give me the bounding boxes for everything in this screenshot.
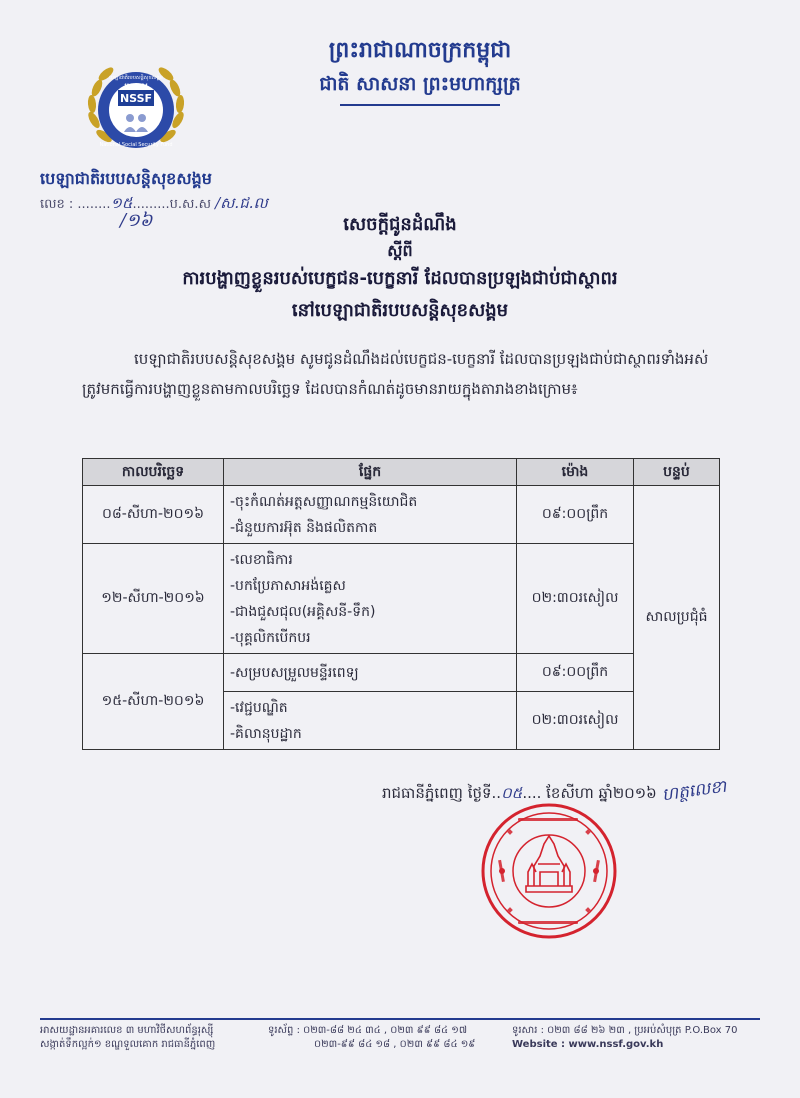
- ref-mid: ប.ស.ស: [169, 197, 211, 212]
- time-cell: ០៩:០០ព្រឹក: [517, 486, 634, 544]
- footer-address-line-2: សង្កាត់ទឹកល្អក់១ ខណ្ឌទួលគោក រាជធានីភ្នំពេញ: [40, 1039, 216, 1050]
- section-item: -សម្របសម្រួលមន្ទីរពេទ្យ: [230, 664, 359, 681]
- section-item: -បុគ្គលិកបើកបរ: [230, 629, 311, 646]
- section-cell: [224, 654, 517, 692]
- signature: ហត្ថលេខា: [660, 776, 728, 806]
- section-item: -ជំនួយការអ៊ុត និងផលិតកាត: [230, 519, 378, 536]
- date-day-handwritten: ០៥: [501, 784, 523, 802]
- section-item: -ជាងជួសជុល(អគ្គិសនី-ទឹក): [230, 603, 376, 620]
- date-suffix: ខែសីហា ឆ្នាំ២០១៦: [541, 784, 657, 802]
- section-item: -បកប្រែភាសាអង់គ្លេស: [230, 577, 346, 594]
- ref-year-handwritten: /១៦: [120, 210, 153, 231]
- time-cell: ០២:៣០រសៀល: [517, 692, 634, 750]
- section-item: -លេខាធិការ: [230, 551, 293, 568]
- date-prefix: រាជធានីភ្នំពេញ ថ្ងៃទី: [382, 784, 492, 802]
- time-cell: ០៩:០០ព្រឹក: [517, 654, 634, 692]
- logo-ring-km: បេឡាជាតិរបបសន្តិសុខសង្គម: [109, 75, 163, 81]
- header-room: បន្ទប់: [634, 459, 720, 486]
- ref-number-handwritten: ១៥: [110, 194, 133, 212]
- section-item: -គិលានុបដ្ឋាក: [230, 725, 302, 742]
- nssf-logo-icon: [84, 60, 188, 160]
- header-section: ផ្នែក: [224, 459, 517, 486]
- kingdom-heading: ព្រះរាជាណាចក្រកម្ពុជា: [328, 38, 512, 63]
- logo-abbr-en: NSSF: [119, 92, 153, 105]
- footer-address-line-1: អាសយដ្ឋានអគារលេខ ៣ មហាវិថីសហព័ន្ធរុស្ស៊ី: [40, 1025, 214, 1036]
- table-row: [83, 544, 720, 654]
- ref-dots-2: .........: [132, 197, 170, 212]
- date-dots-1: ..: [491, 784, 502, 802]
- footer-divider: [40, 1018, 760, 1020]
- official-seal-icon: [478, 800, 620, 942]
- logo-ring-en: National Social Security Fund: [99, 142, 173, 148]
- national-motto: ជាតិ សាសនា ព្រះមហាក្សត្រ: [319, 73, 521, 95]
- date-cell: ០៨-សីហា-២០១៦: [83, 486, 224, 544]
- room-cell: សាលប្រជុំធំ: [634, 486, 720, 750]
- time-cell: ០២:៣០រសៀល: [517, 544, 634, 654]
- table-row: [83, 486, 720, 544]
- header-date: កាលបរិច្ឆេទ: [83, 459, 224, 486]
- motto-divider: [340, 104, 500, 106]
- table-header-row: [83, 459, 720, 486]
- section-item: -ចុះកំណត់អត្តសញ្ញាណកម្មនិយោជិត: [230, 493, 418, 510]
- notice-subject-label: ស្តីពី: [387, 241, 413, 260]
- date-dots-2: ....: [522, 784, 542, 802]
- section-cell: [224, 692, 517, 750]
- footer-website[interactable]: Website : www.nssf.gov.kh: [512, 1039, 664, 1050]
- schedule-table: [82, 458, 720, 750]
- ref-prefix: លេខ :: [40, 197, 74, 212]
- section-item: -វេជ្ជបណ្ឌិត: [230, 699, 288, 716]
- footer-contact: [512, 1024, 738, 1052]
- section-cell: [224, 486, 517, 544]
- notice-subject-line-2: នៅបេឡាជាតិរបបសន្តិសុខសង្គម: [291, 300, 509, 321]
- notice-subject-line-1: ការបង្ហាញខ្លួនរបស់បេក្ខជន-បេក្ខនារី ដែលបានប្រឡងជាប់ជាស្ថាពរ: [182, 268, 618, 289]
- date-cell: ១២-សីហា-២០១៦: [83, 544, 224, 654]
- notice-body: បេឡាជាតិរបបសន្តិសុខសង្គម សូមជូនដំណឹងដល់បេក្ខជន-បេក្ខនារី ដែលបានប្រឡងជាប់ជាស្ថាពរទាំងអស់ ត្រូវមកធ្វើការបង្ហាញខ្លួនតាមកាលបរិច្ឆេទ ដែលបានកំណត់ដូចមានរាយក្នុងតារាងខាងក្រោម៖: [82, 350, 709, 398]
- ref-dots-1: ........: [77, 197, 111, 212]
- footer-phone-line-1: ទូរស័ព្ទ : ០២៣-៨៨ ២៤ ៣៤ , ០២៣ ៩៩ ៨៤ ១៧: [268, 1025, 468, 1036]
- logo-abbr-km: ប.ស.ស: [124, 82, 148, 90]
- organization-name: បេឡាជាតិរបបសន្តិសុខសង្គម: [40, 169, 212, 188]
- header-time: ម៉ោង: [517, 459, 634, 486]
- footer-fax: ទូរសារ : ០២៣ ៨៨ ២៦ ២៣ , ប្រអប់សំបុត្រ P.O.Box 70: [512, 1025, 738, 1036]
- table-row: [83, 654, 720, 692]
- footer-address: [40, 1024, 215, 1052]
- notice-title: សេចក្តីជូនដំណឹង: [343, 214, 457, 235]
- footer-phone-line-2: ០២៣-៩៩ ៨៤ ១៨ , ០២៣ ៩៩ ៨៤ ១៩: [314, 1039, 476, 1050]
- date-cell: ១៥-សីហា-២០១៦: [83, 654, 224, 750]
- ref-suffix-handwritten: /ស.ជ.ល: [215, 194, 268, 212]
- footer-phone: [268, 1024, 475, 1052]
- section-cell: [224, 544, 517, 654]
